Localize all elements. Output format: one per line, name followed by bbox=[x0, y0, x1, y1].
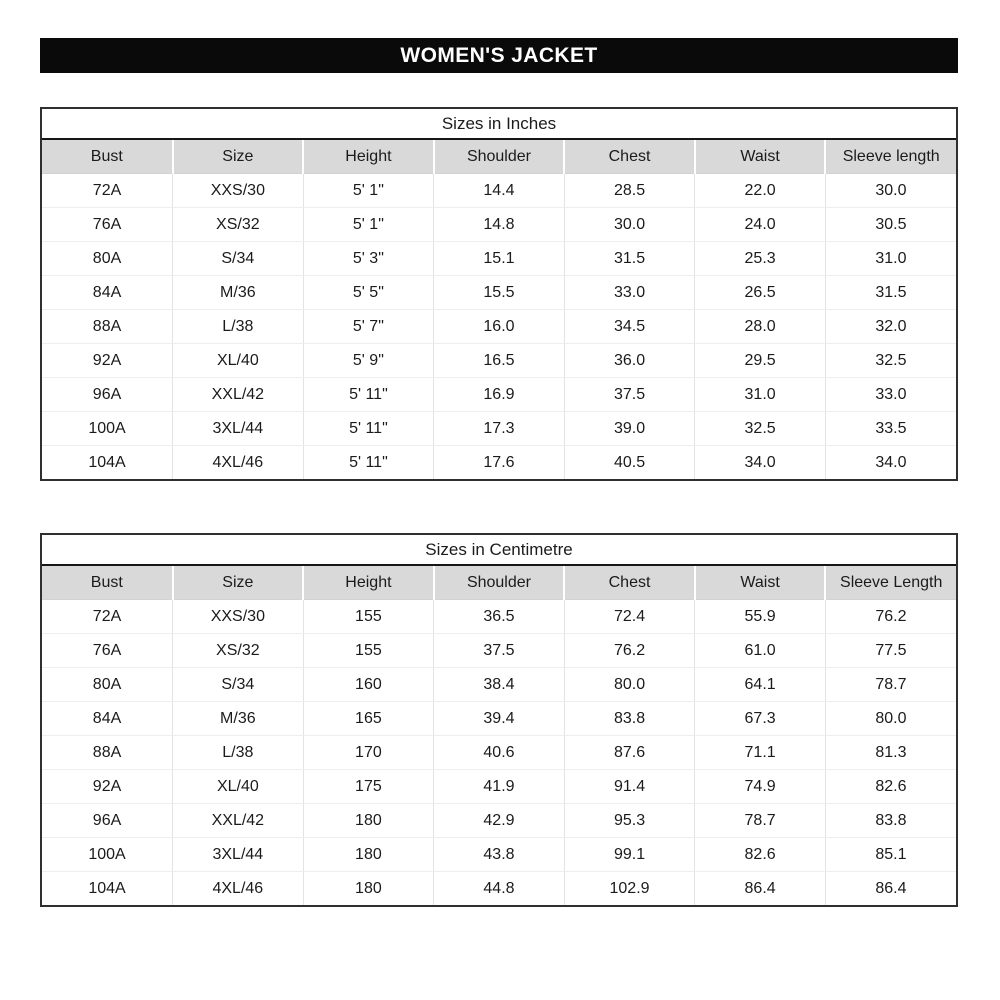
cell: 100A bbox=[42, 412, 173, 446]
cell: 15.5 bbox=[434, 276, 565, 310]
cell: 155 bbox=[303, 600, 434, 634]
cell: 88A bbox=[42, 310, 173, 344]
cell: 28.5 bbox=[564, 174, 695, 208]
cell: 84A bbox=[42, 276, 173, 310]
cell: 32.0 bbox=[825, 310, 956, 344]
cell: 16.5 bbox=[434, 344, 565, 378]
table-row bbox=[42, 310, 956, 344]
cell: 96A bbox=[42, 378, 173, 412]
cell: 34.0 bbox=[875, 453, 907, 471]
cell: 5' 5" bbox=[303, 276, 434, 310]
cell: 29.5 bbox=[695, 344, 826, 378]
centimetre-table-body bbox=[42, 600, 956, 906]
cell: 32.5 bbox=[825, 344, 956, 378]
cell: 82.6 bbox=[695, 838, 826, 872]
cell: 95.3 bbox=[564, 804, 695, 838]
table-row bbox=[42, 208, 956, 242]
cell: 34.5 bbox=[564, 310, 695, 344]
table-row bbox=[42, 804, 956, 838]
cell: S/34 bbox=[173, 668, 304, 702]
cell: 33.0 bbox=[825, 378, 956, 412]
cell: 39.4 bbox=[434, 702, 565, 736]
cell: 31.5 bbox=[825, 276, 956, 310]
cell: 43.8 bbox=[434, 838, 565, 872]
cell: 25.3 bbox=[695, 242, 826, 276]
column-header-height: Height bbox=[303, 140, 434, 174]
cell: 14.4 bbox=[434, 174, 565, 208]
cell: 5' 11" bbox=[303, 412, 434, 446]
table-row bbox=[42, 276, 956, 310]
cell: 80A bbox=[42, 668, 173, 702]
cell: 72A bbox=[42, 600, 173, 634]
cell: XS/32 bbox=[173, 634, 304, 668]
cell: 64.1 bbox=[695, 668, 826, 702]
cell: 82.6 bbox=[825, 770, 956, 804]
cell: 30.5 bbox=[825, 208, 956, 242]
cell: 100A bbox=[42, 838, 173, 872]
cell: 72A bbox=[42, 174, 173, 208]
column-header-chest: Chest bbox=[564, 140, 695, 174]
cell: XS/32 bbox=[173, 208, 304, 242]
cell: 5' 3" bbox=[303, 242, 434, 276]
cell: 36.0 bbox=[564, 344, 695, 378]
inches-table-header bbox=[42, 140, 956, 174]
cell: L/38 bbox=[173, 310, 304, 344]
cell: 80.0 bbox=[825, 702, 956, 736]
cell: 180 bbox=[303, 804, 434, 838]
cell: 41.9 bbox=[434, 770, 565, 804]
cell: 74.9 bbox=[695, 770, 826, 804]
cell: 28.0 bbox=[695, 310, 826, 344]
cell: 78.7 bbox=[825, 668, 956, 702]
cell: 4XL/46 bbox=[173, 872, 304, 906]
cell: S/34 bbox=[173, 242, 304, 276]
cell: 76.2 bbox=[825, 600, 956, 634]
column-header-waist: Waist bbox=[695, 566, 826, 600]
cell: M/36 bbox=[173, 702, 304, 736]
cell: 165 bbox=[303, 702, 434, 736]
cell: 80A bbox=[42, 242, 173, 276]
cell: 104A bbox=[42, 872, 173, 906]
table-row bbox=[42, 446, 956, 480]
cell: 5' 11" bbox=[303, 378, 434, 412]
cell: 61.0 bbox=[695, 634, 826, 668]
cell: 5' 1" bbox=[303, 208, 434, 242]
cell: 5' 7" bbox=[303, 310, 434, 344]
cell: 16.9 bbox=[434, 378, 565, 412]
column-header-sleeve-length: Sleeve Length bbox=[825, 566, 956, 600]
cell: 32.5 bbox=[695, 412, 826, 446]
cell: 80.0 bbox=[564, 668, 695, 702]
column-header-bust: Bust bbox=[42, 140, 173, 174]
table-row bbox=[42, 634, 956, 668]
column-header-shoulder: Shoulder bbox=[434, 566, 565, 600]
inches-table bbox=[42, 140, 956, 479]
cell: 55.9 bbox=[695, 600, 826, 634]
column-header-waist: Waist bbox=[695, 140, 826, 174]
cell: L/38 bbox=[173, 736, 304, 770]
cell: 104A bbox=[42, 446, 173, 480]
cell: 72.4 bbox=[564, 600, 695, 634]
cell: 175 bbox=[303, 770, 434, 804]
cell: 81.3 bbox=[825, 736, 956, 770]
column-header-shoulder: Shoulder bbox=[434, 140, 565, 174]
cell: 17.6 bbox=[434, 446, 565, 480]
cell: 33.5 bbox=[825, 412, 956, 446]
cell: 71.1 bbox=[695, 736, 826, 770]
cell: 33.0 bbox=[564, 276, 695, 310]
cell: 76A bbox=[42, 634, 173, 668]
table-title-inches: Sizes in Inches bbox=[42, 109, 956, 140]
table-row bbox=[42, 378, 956, 412]
cell: 31.5 bbox=[564, 242, 695, 276]
cell: 34.0 bbox=[695, 446, 826, 480]
cell: 26.5 bbox=[695, 276, 826, 310]
table-row bbox=[42, 736, 956, 770]
cell: 84A bbox=[42, 702, 173, 736]
cell: 31.0 bbox=[825, 242, 956, 276]
cell: 91.4 bbox=[564, 770, 695, 804]
column-header-size: Size bbox=[173, 566, 304, 600]
cell: 14.8 bbox=[434, 208, 565, 242]
table-row bbox=[42, 668, 956, 702]
column-header-sleeve-length: Sleeve length bbox=[825, 140, 956, 174]
cell: 3XL/44 bbox=[173, 838, 304, 872]
table-row bbox=[42, 872, 956, 906]
cell: 36.5 bbox=[434, 600, 565, 634]
table-row bbox=[42, 344, 956, 378]
cell: 15.1 bbox=[434, 242, 565, 276]
cell: XXS/30 bbox=[173, 174, 304, 208]
cell: 3XL/44 bbox=[173, 412, 304, 446]
cell: 76A bbox=[42, 208, 173, 242]
cell: XL/40 bbox=[173, 770, 304, 804]
table-row bbox=[42, 838, 956, 872]
cell: 39.0 bbox=[564, 412, 695, 446]
header-row bbox=[42, 140, 956, 174]
cell: 160 bbox=[303, 668, 434, 702]
cell: 30.0 bbox=[564, 208, 695, 242]
cell: M/36 bbox=[173, 276, 304, 310]
cell: 40.5 bbox=[564, 446, 695, 480]
cell: 88A bbox=[42, 736, 173, 770]
sizes-in-centimetre-table bbox=[40, 533, 958, 907]
sizes-in-inches-table bbox=[40, 107, 958, 481]
cell: 83.8 bbox=[564, 702, 695, 736]
cell: 102.9 bbox=[564, 872, 695, 906]
column-header-bust: Bust bbox=[42, 566, 173, 600]
cell: XXS/30 bbox=[173, 600, 304, 634]
cell: 85.1 bbox=[825, 838, 956, 872]
cell: 30.0 bbox=[825, 174, 956, 208]
cell: XL/40 bbox=[173, 344, 304, 378]
cell: 86.4 bbox=[695, 872, 826, 906]
cell: 44.8 bbox=[434, 872, 565, 906]
cell: 77.5 bbox=[825, 634, 956, 668]
cell: XXL/42 bbox=[173, 378, 304, 412]
inches-table-body bbox=[42, 174, 956, 480]
cell: 67.3 bbox=[695, 702, 826, 736]
cell: 37.5 bbox=[564, 378, 695, 412]
cell: 76.2 bbox=[564, 634, 695, 668]
cell: 99.1 bbox=[564, 838, 695, 872]
cell: 180 bbox=[303, 872, 434, 906]
cell: 5' 11" bbox=[303, 446, 434, 480]
cell: 87.6 bbox=[564, 736, 695, 770]
cell: 5' 9" bbox=[303, 344, 434, 378]
cell: 42.9 bbox=[434, 804, 565, 838]
table-row bbox=[42, 242, 956, 276]
cell: 37.5 bbox=[434, 634, 565, 668]
cell: 170 bbox=[303, 736, 434, 770]
column-header-height: Height bbox=[303, 566, 434, 600]
cell: 40.6 bbox=[434, 736, 565, 770]
cell: XXL/42 bbox=[173, 804, 304, 838]
cell: 4XL/46 bbox=[173, 446, 304, 480]
cell: 83.8 bbox=[825, 804, 956, 838]
cell: 86.4 bbox=[875, 879, 907, 897]
table-row bbox=[42, 702, 956, 736]
cell: 92A bbox=[42, 770, 173, 804]
cell: 24.0 bbox=[695, 208, 826, 242]
column-header-chest: Chest bbox=[564, 566, 695, 600]
header-row bbox=[42, 566, 956, 600]
centimetre-table bbox=[42, 566, 956, 905]
cell: 5' 1" bbox=[303, 174, 434, 208]
centimetre-table-header bbox=[42, 566, 956, 600]
column-header-size: Size bbox=[173, 140, 304, 174]
cell: 16.0 bbox=[434, 310, 565, 344]
table-row bbox=[42, 174, 956, 208]
cell: 31.0 bbox=[695, 378, 826, 412]
table-row bbox=[42, 600, 956, 634]
cell: 38.4 bbox=[434, 668, 565, 702]
cell: 155 bbox=[303, 634, 434, 668]
cell: 180 bbox=[303, 838, 434, 872]
product-title-banner bbox=[40, 38, 958, 73]
product-title: WOMEN'S JACKET bbox=[400, 43, 598, 67]
cell: 78.7 bbox=[695, 804, 826, 838]
cell: 92A bbox=[42, 344, 173, 378]
cell: 22.0 bbox=[695, 174, 826, 208]
table-title-centimetre: Sizes in Centimetre bbox=[42, 535, 956, 566]
table-row bbox=[42, 770, 956, 804]
cell: 17.3 bbox=[434, 412, 565, 446]
table-row bbox=[42, 412, 956, 446]
cell: 96A bbox=[42, 804, 173, 838]
